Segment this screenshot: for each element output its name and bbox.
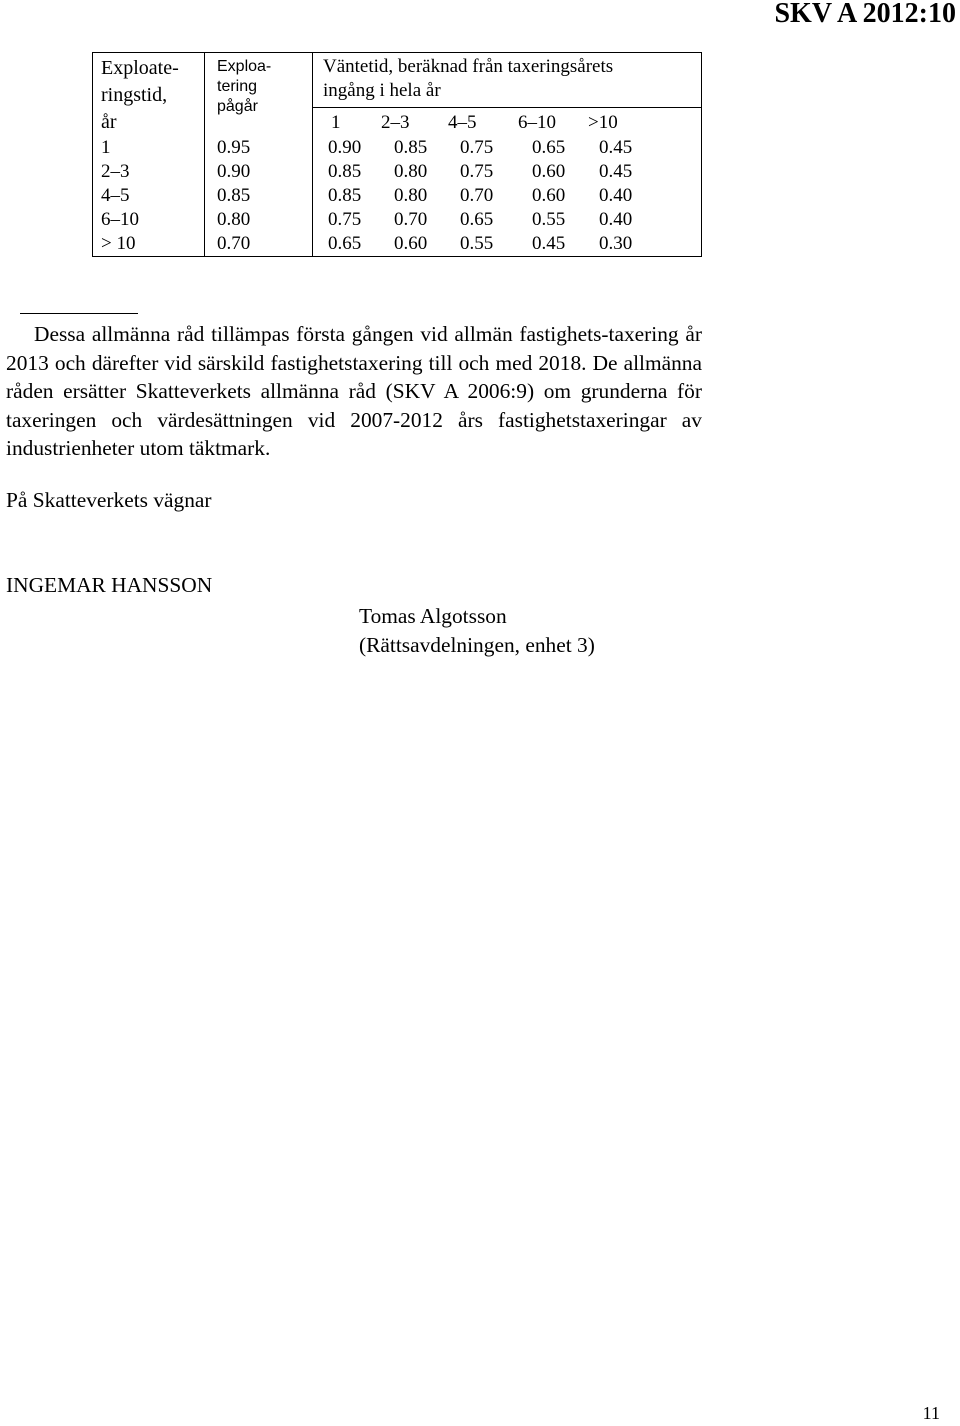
wait-col-label: 2–3 [381,112,410,134]
body-paragraph [6,320,702,463]
wait-value: 0.80 [394,185,428,206]
document-code: SKV A 2012:10 [774,0,956,29]
wait-value: 0.60 [532,161,566,182]
wait-value: 0.60 [532,185,566,206]
signer-name: INGEMAR HANSSON [6,573,213,597]
ongoing-cell: 0.80 [205,208,313,232]
wait-value: 0.85 [394,137,428,158]
years-cell: 1 [93,136,205,160]
years-cell: 6–10 [93,208,205,232]
wait-col-label: >10 [588,112,618,134]
wait-value: 0.40 [599,209,633,230]
ongoing-cell: 0.95 [205,136,313,160]
waiting-column-labels [313,108,702,136]
wait-value: 0.55 [532,209,566,230]
wait-value: 0.90 [328,137,362,158]
wait-col-label: 4–5 [448,112,477,134]
wait-value: 0.65 [532,137,566,158]
wait-value: 0.45 [532,233,566,254]
co-signer-unit: (Rättsavdelningen, enhet 3) [359,633,595,657]
wait-col-label: 1 [331,112,341,134]
col-header-exploitation-time: Exploate- ringstid, år [93,53,205,137]
table-row [93,232,702,257]
co-signer-name: Tomas Algotsson [359,604,507,628]
on-behalf-line: På Skatteverkets vägnar [6,488,212,512]
wait-value: 0.65 [460,209,494,230]
wait-value: 0.80 [394,161,428,182]
wait-value: 0.85 [328,185,362,206]
table-row [93,136,702,160]
table-header-row [93,53,702,108]
section-divider [20,313,138,314]
table-row [93,184,702,208]
ongoing-cell: 0.70 [205,232,313,257]
co-signer-block [359,602,595,660]
wait-value: 0.55 [460,233,494,254]
exploitation-factor-table [92,52,702,257]
years-cell: > 10 [93,232,205,257]
years-cell: 2–3 [93,160,205,184]
table-row [93,208,702,232]
wait-value: 0.40 [599,185,633,206]
table-row [93,160,702,184]
wait-value: 0.75 [460,161,494,182]
wait-value: 0.60 [394,233,428,254]
wait-col-label: 6–10 [518,112,556,134]
ongoing-cell: 0.90 [205,160,313,184]
col-header-waiting-time: Väntetid, beräknad från taxeringsårets ingång i hela år [313,53,702,108]
wait-value: 0.70 [394,209,428,230]
wait-value: 0.75 [460,137,494,158]
wait-value: 0.30 [599,233,633,254]
wait-value: 0.75 [328,209,362,230]
ongoing-cell: 0.85 [205,184,313,208]
page-number: 11 [922,1403,940,1423]
wait-value: 0.65 [328,233,362,254]
wait-value: 0.45 [599,161,633,182]
body-paragraph-text: Dessa allmänna råd tillämpas första gången vid allmän fastighets-taxering år 2013 och därefter vid särskild fastighetstaxering till och med 2018. De allmänna råden ersätter Skatteverkets allmänna råd (SKV A 2006:9) om grunderna för taxeringen och värdesättningen vid 2007-2012 års fastighetstaxeringar av industrienheter utom täktmark. [6,322,702,460]
wait-value: 0.70 [460,185,494,206]
wait-value: 0.85 [328,161,362,182]
col-header-exploitation-ongoing: Exploa- tering pågår [205,53,313,137]
years-cell: 4–5 [93,184,205,208]
wait-value: 0.45 [599,137,633,158]
